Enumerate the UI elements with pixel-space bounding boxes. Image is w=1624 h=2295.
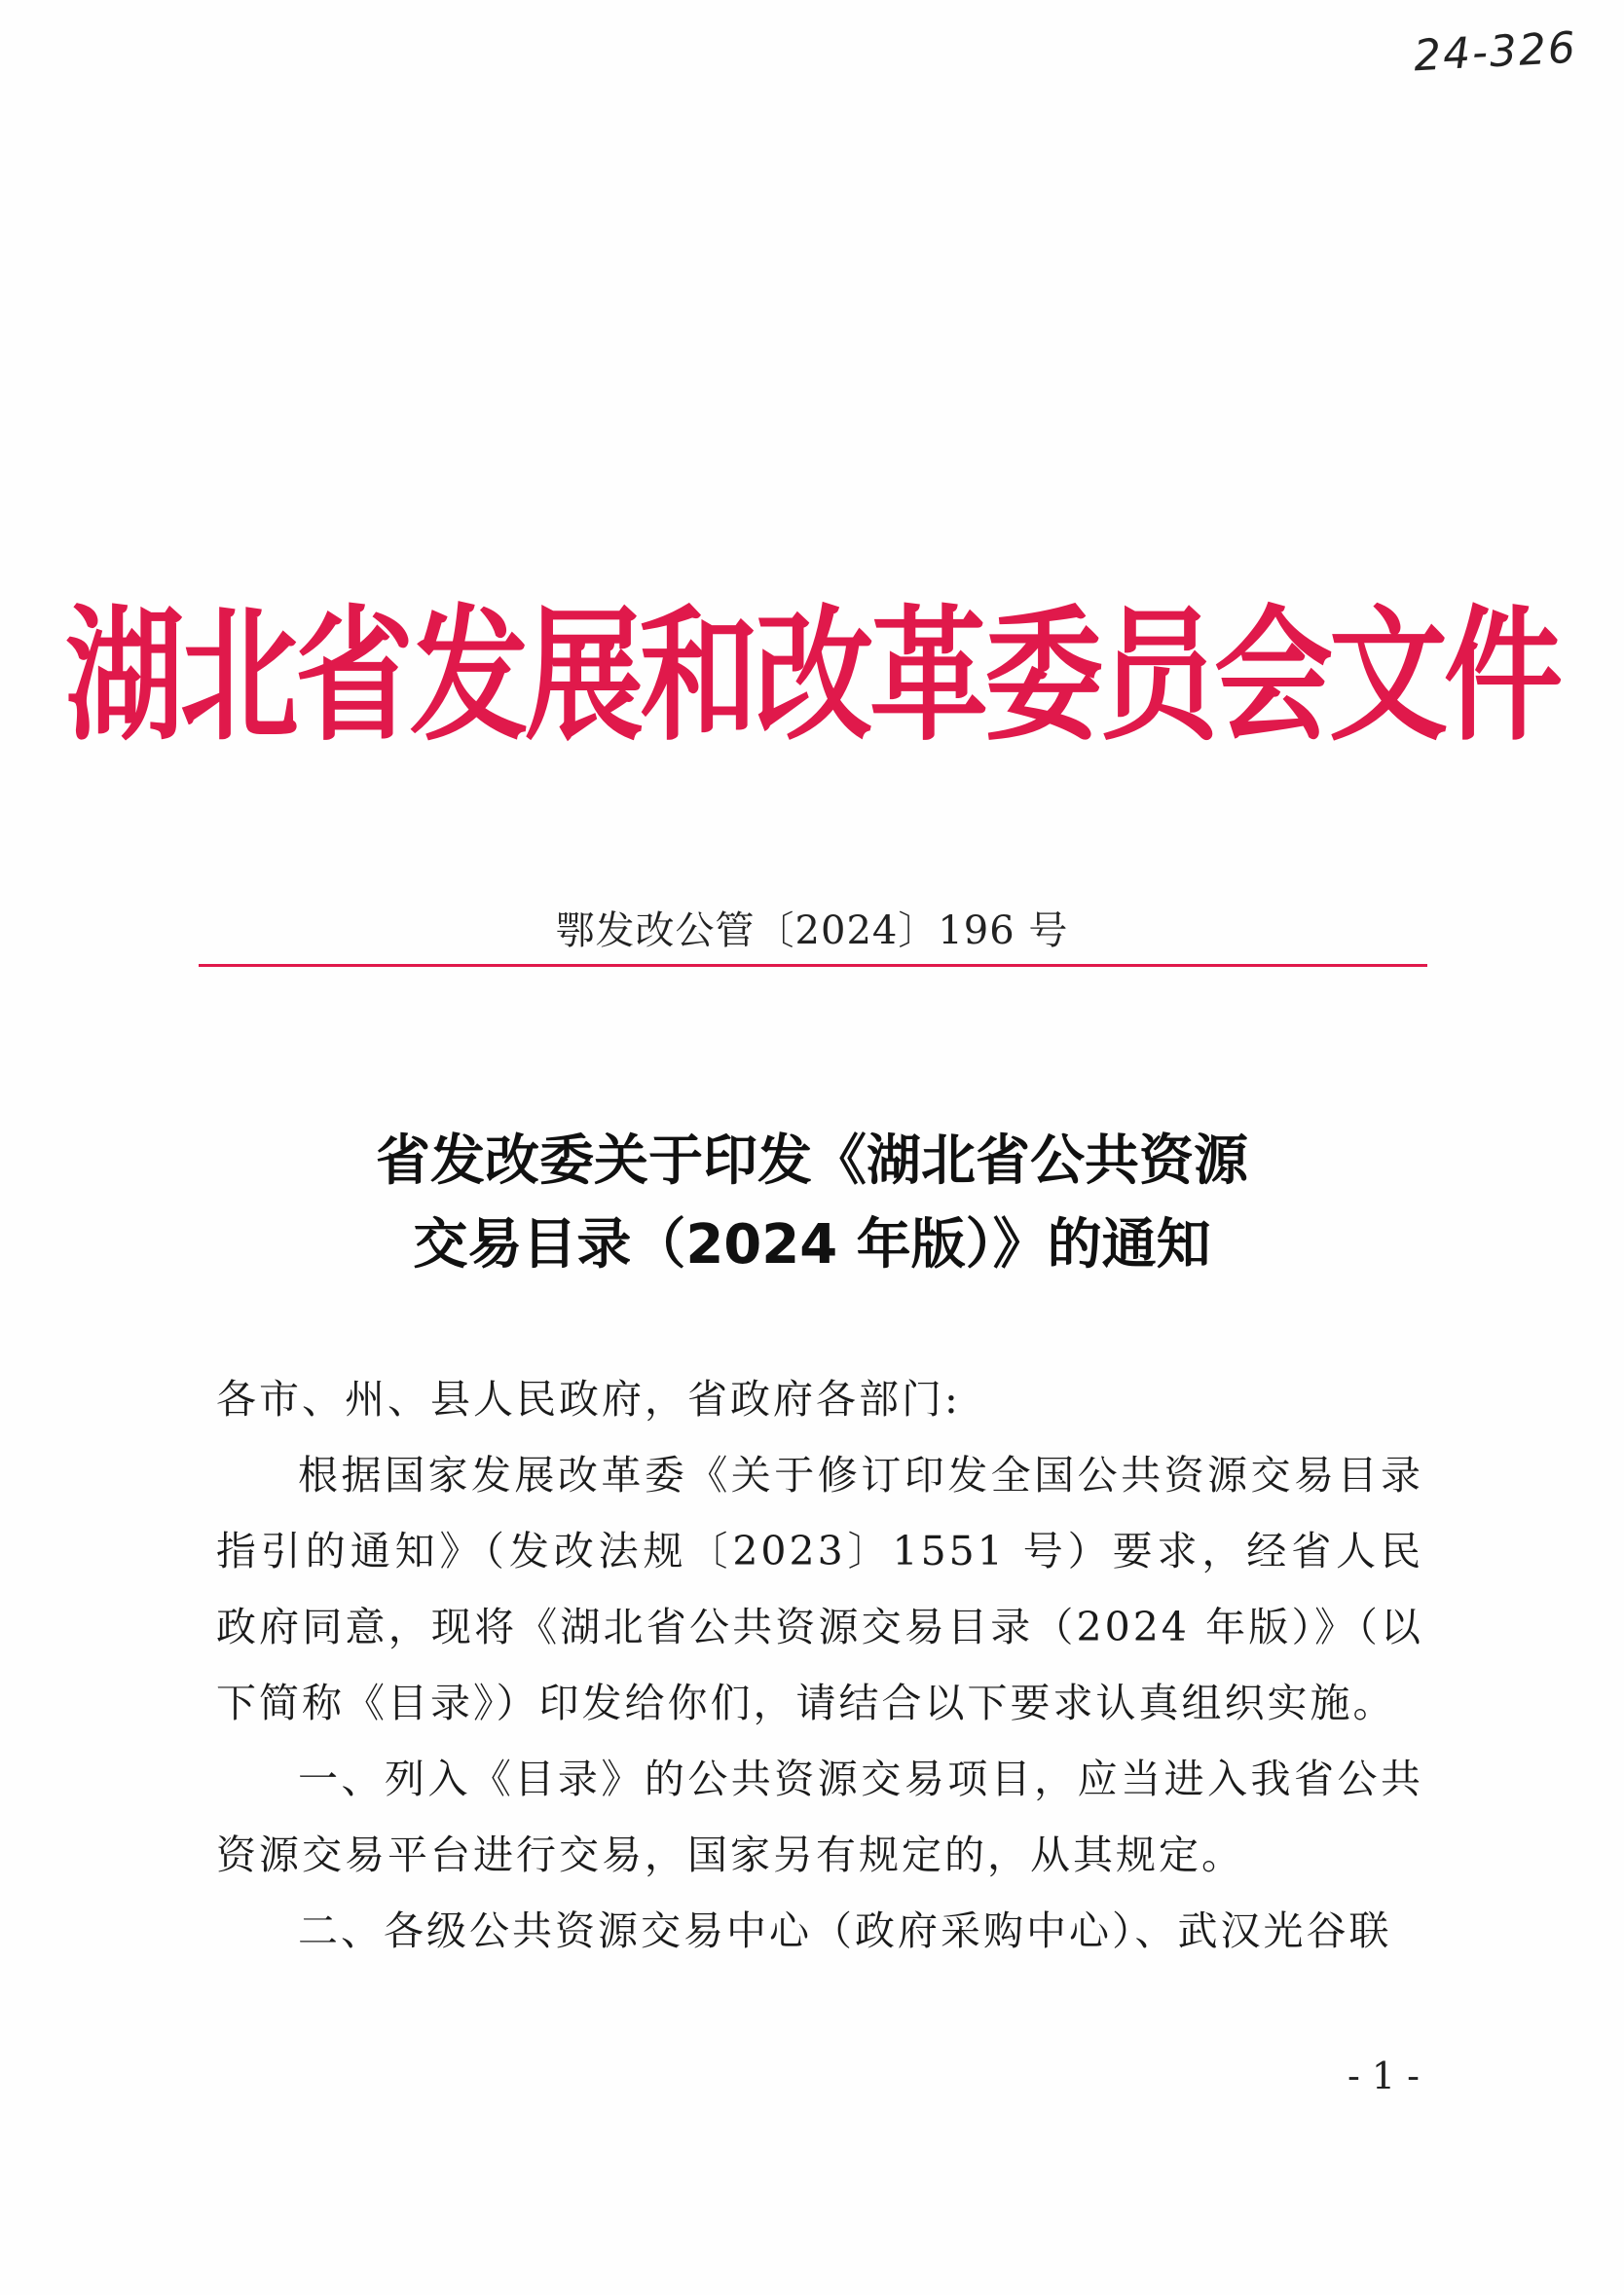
document-number: 鄂发改公管〔2024〕196 号 bbox=[555, 908, 1069, 953]
header-title: 湖北省发展和改革委员会文件 bbox=[65, 591, 1559, 761]
red-divider-line bbox=[199, 964, 1427, 967]
notice-title-line-1: 省发改委关于印发《湖北省公共资源 bbox=[376, 1129, 1248, 1193]
paragraph-2: 一、列入《目录》的公共资源交易项目，应当进入我省公共资源交易平台进行交易，国家另有规定的，从其规定。 bbox=[216, 1756, 1423, 1878]
salutation: 各市、州、县人民政府，省政府各部门: bbox=[216, 1376, 961, 1423]
notice-title bbox=[0, 1120, 1624, 1287]
body-text bbox=[216, 1361, 1423, 1969]
handwritten-note: 24-326 bbox=[1412, 22, 1579, 82]
page-number: - 1 - bbox=[1347, 2054, 1420, 2097]
paragraph-3: 二、各级公共资源交易中心（政府采购中心）、武汉光谷联 bbox=[298, 1907, 1392, 1954]
paragraph-1: 根据国家发展改革委《关于修订印发全国公共资源交易目录指引的通知》（发改法规〔2023〕1551 号）要求，经省人民政府同意，现将《湖北省公共资源交易目录（2024 年版）》（以下简称《目录》）印发给你们，请结合以下要求认真组织实施。 bbox=[216, 1452, 1423, 1726]
notice-title-line-2: 交易目录（2024 年版）》的通知 bbox=[413, 1213, 1211, 1277]
